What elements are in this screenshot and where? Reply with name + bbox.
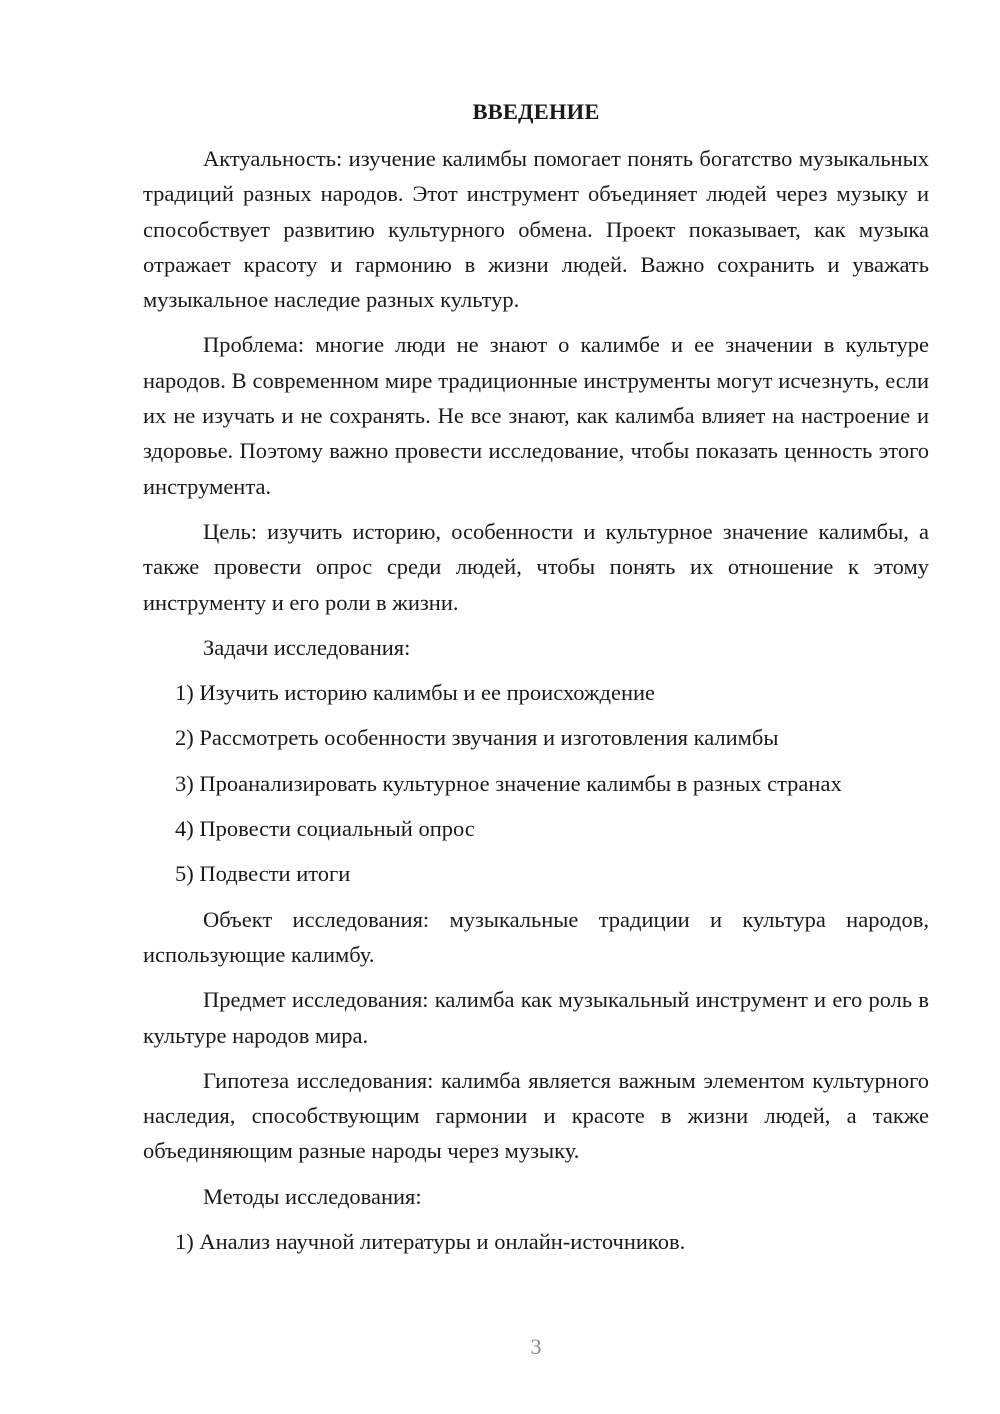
page-content (143, 94, 929, 1269)
paragraph-problem: Проблема: многие люди не знают о калимбе и ее значении в культуре народов. В современном мире традиционные инструменты могут исчезнуть, если их не изучать и не сохранять. Не все знают, как калимба влияет на настроение и здоровье. Поэтому важно провести исследование, чтобы показать ценность этого инструмента. (143, 332, 929, 499)
paragraph-object: Объект исследования: музыкальные традиции и культура народов, использующие калимбу. (143, 906, 929, 967)
list-item: 4) Провести социальный опрос (175, 816, 475, 842)
list-item: 1) Изучить историю калимбы и ее происхождение (175, 680, 656, 706)
methods-list (143, 1224, 929, 1259)
tasks-heading: Задачи исследования: (203, 634, 411, 660)
list-item: 3) Проанализировать культурное значение калимбы в разных странах (175, 770, 842, 796)
paragraph-hypothesis: Гипотеза исследования: калимба является важным элементом культурного наследия, способствующим гармонии и красоте в жизни людей, а также объединяющим разные народы через музыку. (143, 1067, 929, 1164)
section-title: ВВЕДЕНИЕ (472, 99, 600, 124)
paragraph-relevance: Актуальность: изучение калимбы помогает понять богатство музыкальных традиций разных народов. Этот инструмент объединяет людей через музыку и способствует развитию культурного обмена. Проект показывает, как музыка отражает красоту и гармонию в жизни людей. Важно сохранить и уважать музыкальное наследие разных культур. (143, 146, 929, 313)
tasks-list (143, 675, 929, 891)
methods-heading: Методы исследования: (203, 1183, 422, 1209)
paragraph-subject: Предмет исследования: калимба как музыкальный инструмент и его роль в культуре народов мира. (143, 987, 929, 1048)
list-item: 5) Подвести итоги (175, 861, 351, 887)
page-number: 3 (530, 1334, 542, 1359)
list-item: 1) Анализ научной литературы и онлайн-источников. (175, 1229, 686, 1255)
paragraph-goal: Цель: изучить историю, особенности и культурное значение калимбы, а также провести опрос среди людей, чтобы понять их отношение к этому инструменту и его роли в жизни. (143, 518, 929, 615)
list-item: 2) Рассмотреть особенности звучания и изготовления калимбы (175, 725, 779, 751)
